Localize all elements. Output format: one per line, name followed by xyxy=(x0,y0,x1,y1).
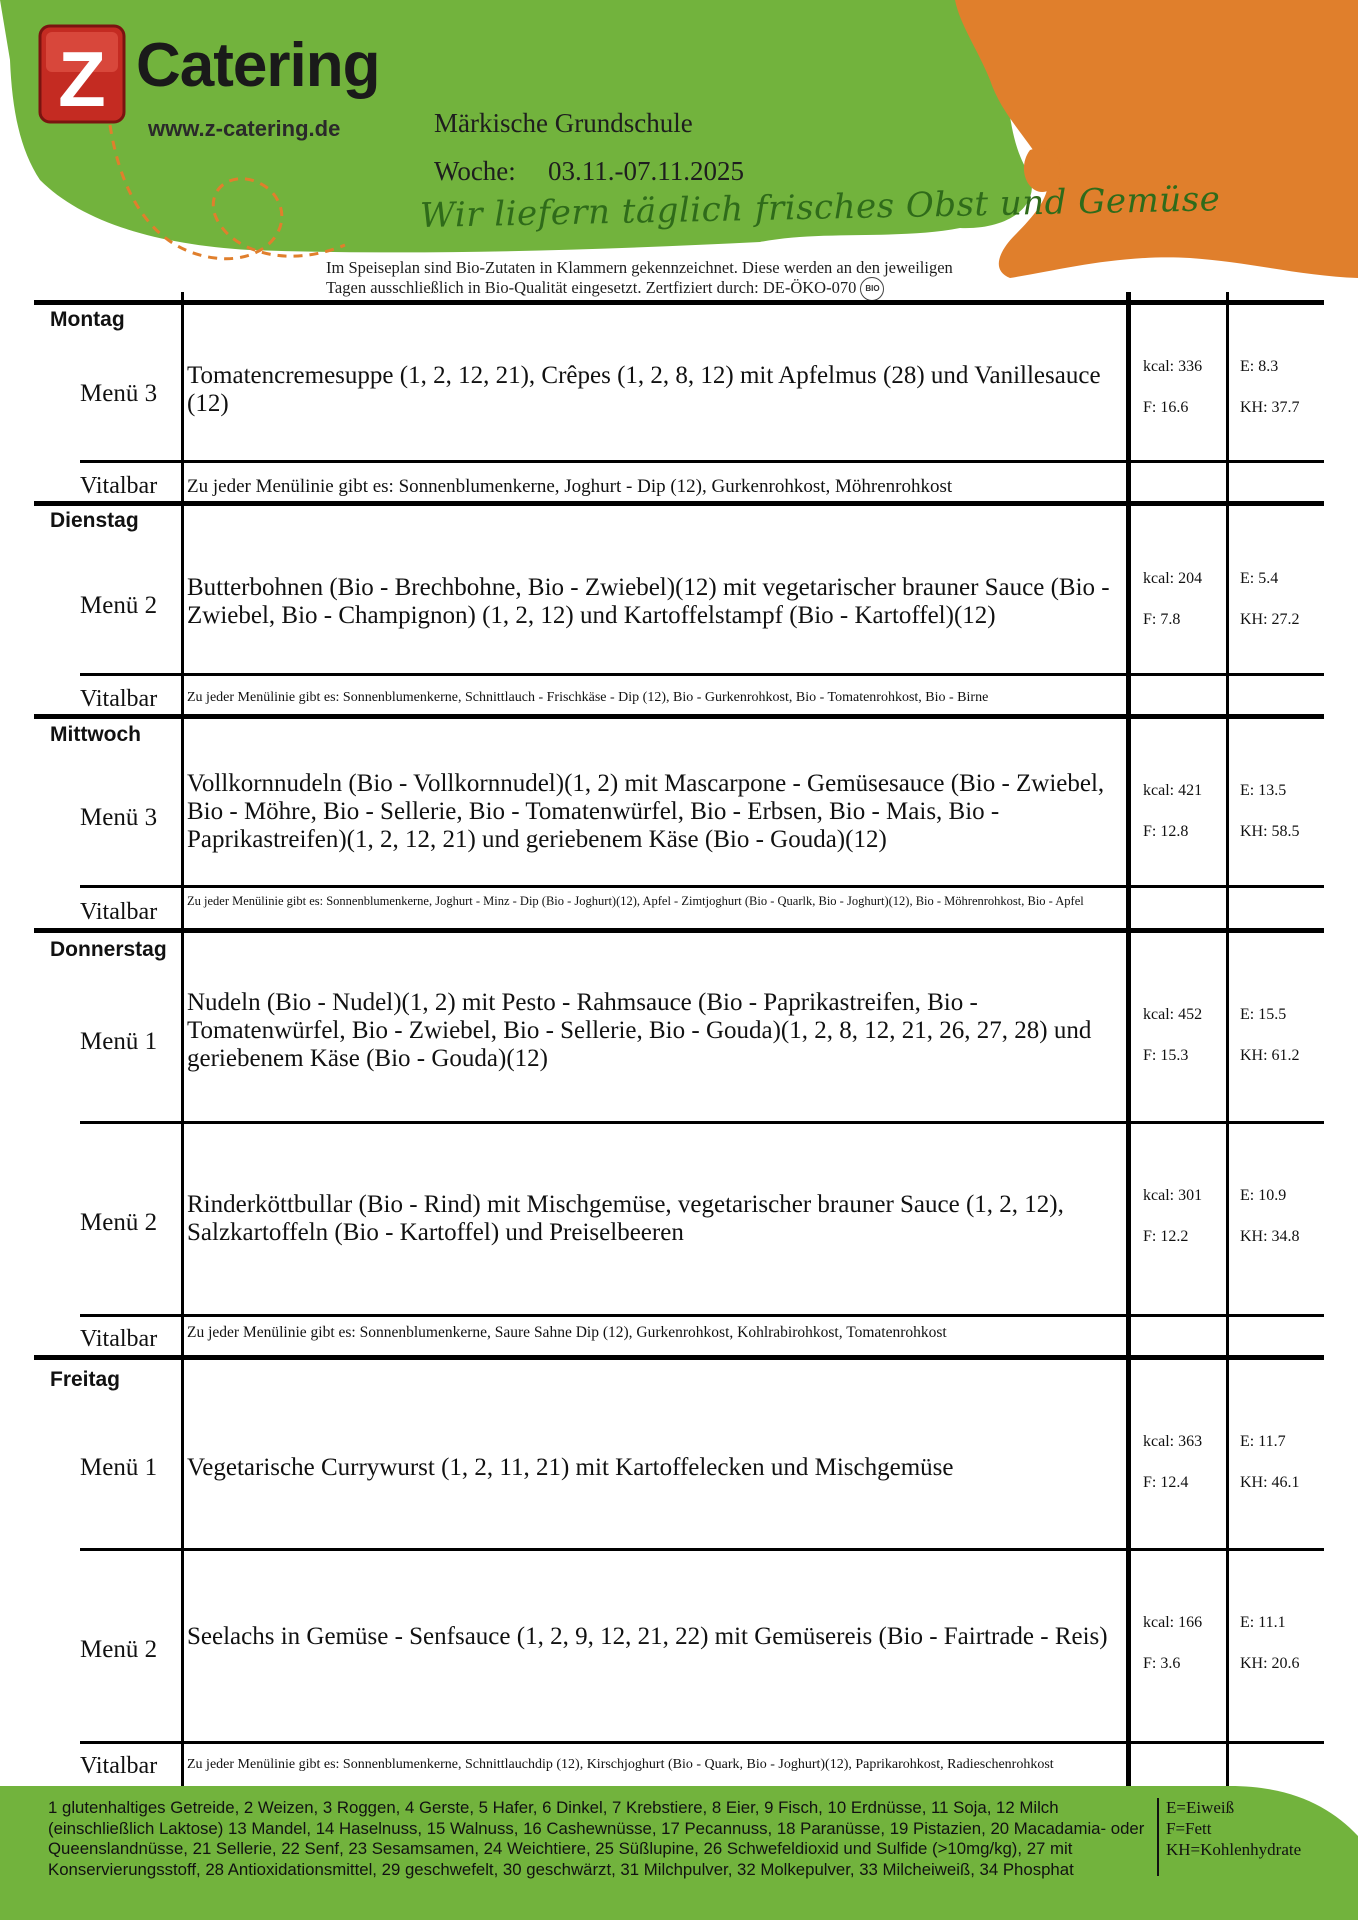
bio-note-line1: Im Speiseplan sind Bio-Zutaten in Klammern gekennzeichnet. Diese werden an den jeweiligen xyxy=(326,258,953,277)
day-separator xyxy=(34,1355,1324,1360)
orange-splash xyxy=(955,0,1358,278)
carb-value: KH: 27.2 xyxy=(1240,611,1300,628)
carb-value: KH: 58.5 xyxy=(1240,823,1300,840)
vitalbar-label: Vitalbar xyxy=(80,1326,158,1352)
week-label: Woche: xyxy=(434,156,516,186)
day-label: Donnerstag xyxy=(50,938,167,961)
bio-note-line2: Tagen ausschließlich in Bio-Qualität eingesetzt. Zertfiziert durch: DE-ÖKO-070 BIO xyxy=(326,277,1016,301)
dish-description: Rinderköttbullar (Bio - Rind) mit Mischgemüse, vegetarischer brauner Sauce (1, 2, 12), Salzkartoffeln (Bio - Kartoffel) und Preiselbeeren xyxy=(187,1191,1064,1246)
school-name: Märkische Grundschule xyxy=(434,108,693,138)
vitalbar-text: Zu jeder Menülinie gibt es: Sonnenblumenkerne, Joghurt - Dip (12), Gurkenrohkost, Möhrenrohkost xyxy=(187,476,953,497)
abbr-protein: E=Eiweiß xyxy=(1166,1798,1235,1817)
fat-value: F: 7.8 xyxy=(1143,611,1181,628)
kcal-value: kcal: 336 xyxy=(1143,358,1203,375)
kcal-value: kcal: 452 xyxy=(1143,1006,1203,1023)
row-separator xyxy=(80,1741,1324,1744)
row-separator xyxy=(80,1121,1324,1124)
vitalbar-label: Vitalbar xyxy=(80,1753,158,1779)
bio-note xyxy=(326,258,1016,301)
dish-description: Vegetarische Currywurst (1, 2, 11, 21) mit Kartoffelecken und Mischgemüse xyxy=(187,1454,954,1481)
fat-value: F: 12.2 xyxy=(1143,1228,1189,1245)
carb-value: KH: 20.6 xyxy=(1240,1655,1300,1672)
vitalbar-label: Vitalbar xyxy=(80,899,158,925)
brand-url[interactable]: www.z-catering.de xyxy=(148,116,341,141)
dish-description: Butterbohnen (Bio - Brechbohne, Bio - Zwiebel)(12) mit vegetarischer brauner Sauce (Bio - Zwiebel, Bio - Champignon) (1, 2, 12) und Kartoffelstampf (Bio - Kartoffel)(12) xyxy=(187,574,1110,629)
protein-value: E: 10.9 xyxy=(1240,1187,1287,1204)
day-separator xyxy=(34,714,1324,719)
vitalbar-label: Vitalbar xyxy=(80,473,158,499)
menu-label: Menü 2 xyxy=(80,1209,158,1236)
grid-vline-kcal xyxy=(1126,292,1131,1786)
logo-letter: Z xyxy=(58,35,106,123)
fat-value: F: 15.3 xyxy=(1143,1047,1189,1064)
week-value: 03.11.-07.11.2025 xyxy=(548,156,744,186)
carb-value: KH: 37.7 xyxy=(1240,399,1300,416)
day-label: Dienstag xyxy=(50,509,139,532)
vitalbar-text: Zu jeder Menülinie gibt es: Sonnenblumenkerne, Saure Sahne Dip (12), Gurkenrohkost, Kohlrabirohkost, Tomatenrohkost xyxy=(187,1324,947,1341)
carb-value: KH: 46.1 xyxy=(1240,1474,1300,1491)
protein-value: E: 5.4 xyxy=(1240,570,1279,587)
row-separator xyxy=(80,1314,1324,1317)
menu-label: Menü 2 xyxy=(80,592,158,619)
kcal-value: kcal: 363 xyxy=(1143,1433,1203,1450)
day-label: Montag xyxy=(50,308,125,331)
dish-description: Seelachs in Gemüse - Senfsauce (1, 2, 9, 12, 21, 22) mit Gemüsereis (Bio - Fairtrade - Reis) xyxy=(187,1623,1108,1650)
fat-value: F: 16.6 xyxy=(1143,399,1189,416)
vitalbar-text: Zu jeder Menülinie gibt es: Sonnenblumenkerne, Schnittlauchdip (12), Kirschjoghurt (Bio - Quark, Bio - Joghurt)(12), Paprikarohkost, Radieschenrohkost xyxy=(187,1757,1054,1772)
vitalbar-label: Vitalbar xyxy=(80,686,158,712)
dish-description: Tomatencremesuppe (1, 2, 12, 21), Crêpes (1, 2, 8, 12) mit Apfelmus (28) und Vanillesauce (12) xyxy=(187,362,1101,417)
carb-value: KH: 61.2 xyxy=(1240,1047,1300,1064)
row-separator xyxy=(80,885,1324,888)
logo-icon xyxy=(36,22,128,126)
legend-divider xyxy=(1157,1798,1159,1876)
fat-value: F: 12.4 xyxy=(1143,1474,1189,1491)
fat-value: F: 12.8 xyxy=(1143,823,1189,840)
day-separator xyxy=(34,300,1324,305)
menu-label: Menü 1 xyxy=(80,1454,158,1481)
day-label: Mittwoch xyxy=(50,723,141,746)
row-separator xyxy=(80,1548,1324,1551)
kcal-value: kcal: 166 xyxy=(1143,1614,1203,1631)
vitalbar-text: Zu jeder Menülinie gibt es: Sonnenblumenkerne, Schnittlauch - Frischkäse - Dip (12), Bio - Gurkenrohkost, Bio - Tomatenrohkost, Bio - Birne xyxy=(187,690,989,705)
grid-vline-e xyxy=(1226,292,1229,1786)
row-separator xyxy=(80,673,1324,676)
menu-label: Menü 1 xyxy=(80,1028,158,1055)
kcal-value: kcal: 204 xyxy=(1143,570,1203,587)
kcal-value: kcal: 421 xyxy=(1143,782,1203,799)
vitalbar-text: Zu jeder Menülinie gibt es: Sonnenblumenkerne, Joghurt - Minz - Dip (Bio - Joghurt)(12), Apfel - Zimtjoghurt (Bio - Quarlk, Bio - Joghurt)(12), Bio - Möhrenrohkost, Bio - Apfel xyxy=(187,894,1084,908)
menu-label: Menü 3 xyxy=(80,804,158,831)
brand-name: Catering xyxy=(136,31,380,100)
dish-description: Vollkornnudeln (Bio - Vollkornnudel)(1, 2) mit Mascarpone - Gemüsesauce (Bio - Zwiebel, Bio - Möhre, Bio - Sellerie, Bio - Tomatenwürfel, Bio - Erbsen, Bio - Mais, Bio - Paprikastreifen)(1, 2, 12, 21) und geriebenem Käse (Bio - Gouda)(12) xyxy=(187,770,1105,853)
allergen-legend: 1 glutenhaltiges Getreide, 2 Weizen, 3 Roggen, 4 Gerste, 5 Hafer, 6 Dinkel, 7 Krebstiere, 8 Eier, 9 Fisch, 10 Erdnüsse, 11 Soja, 12 Milch (einschließlich Laktose) 13 Mandel, 14 Haselnuss, 15 Walnuss, 16 Cashewnüsse, 17 Pecannuss, 18 Paranüsse, 19 Pistazien, 20 Macadamia- oder Queenslandnüsse, 21 Sellerie, 22 Senf, 23 Sesamsamen, 24 Weichtiere, 25 Süßlupine, 26 Schwefeldioxid und Sulfide (>10mg/kg), 27 mit Konservierungsstoff, 28 Antioxidationsmittel, 29 geschwefelt, 30 geschwärzt, 31 Milchpulver, 32 Molkepulver, 33 Milcheiweiß, 34 Phosphat xyxy=(48,1798,1145,1879)
abbr-carbs: KH=Kohlenhydrate xyxy=(1166,1840,1302,1859)
kcal-value: kcal: 301 xyxy=(1143,1187,1203,1204)
menu-label: Menü 2 xyxy=(80,1636,158,1663)
protein-value: E: 11.7 xyxy=(1240,1433,1286,1450)
carb-value: KH: 34.8 xyxy=(1240,1228,1300,1245)
grid-vline-left xyxy=(181,292,184,1786)
day-label: Freitag xyxy=(50,1368,121,1391)
protein-value: E: 13.5 xyxy=(1240,782,1287,799)
protein-value: E: 8.3 xyxy=(1240,358,1279,375)
row-separator xyxy=(80,460,1324,463)
day-separator xyxy=(34,928,1324,933)
menu-label: Menü 3 xyxy=(80,380,158,407)
slogan: Wir liefern täglich frisches Obst und Gemüse xyxy=(419,179,1221,236)
day-separator xyxy=(34,501,1324,506)
dish-description: Nudeln (Bio - Nudel)(1, 2) mit Pesto - Rahmsauce (Bio - Paprikastreifen, Bio - Tomatenwürfel, Bio - Zwiebel, Bio - Sellerie, Bio - Gouda)(1, 2, 8, 12, 21, 26, 27, 28) und geriebenem Käse (Bio - Gouda)(12) xyxy=(187,989,1092,1072)
abbr-fat: F=Fett xyxy=(1166,1819,1212,1838)
fat-value: F: 3.6 xyxy=(1143,1655,1181,1672)
protein-value: E: 15.5 xyxy=(1240,1006,1287,1023)
bio-badge-icon: BIO xyxy=(860,277,884,301)
protein-value: E: 11.1 xyxy=(1240,1614,1286,1631)
